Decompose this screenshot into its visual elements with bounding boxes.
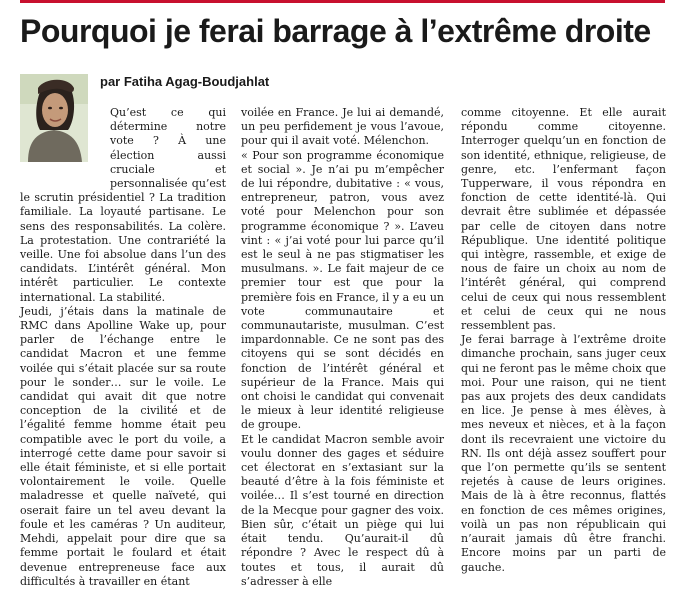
- paragraph: Et le candidat Macron semble avoir voulu donner des gages et séduire cet électorat en s’extasiant sur la beauté d’être à la fois féministe et voilée… Il s’est tourné en direction de la Mecque pour gagner des voix. Bien sûr, c’était un piège qui lui était tendu. Qu’aurait-il dû répondre ? Avec le respect dû à toutes et tous, il aurait dû s’adresser à elle: [241, 432, 444, 588]
- paragraph: Jeudi, j’étais dans la matinale de RMC dans Apolline Wake up, pour parler de l’échange entre le candidat Macron et une femme voilée qui s’était placée sur sa route pour le sonder… sur le voile. Le candidat qui avait dit que notre conception de la civilité et de l’égalité femme homme était peu compatible avec le port du voile, a interrogé cette dame pour savoir si elle était féministe, et si elle portait volontairement le voile. Quelle maladresse et quelle naïveté, qui oserait faire un tel aveu devant la foule et les caméras ? Un auditeur, Mehdi, appelait pour dire que sa femme portait le foulard et était devenue entrepreneuse face aux difficultés à travailler en étant: [20, 304, 226, 588]
- top-rule: [20, 0, 665, 3]
- photo-wrap-space: [20, 106, 110, 178]
- column-1: [20, 106, 226, 589]
- paragraph: Je ferai barrage à l’extrême droite dimanche prochain, sans juger ceux qui ne feront pas le même choix que moi. Pour une raison, qui ne tient pas aux projets des deux candidats en lice. Je pense à mes élèves, à mes neveux et nièces, et à la façon dont ils recevraient une victoire du RN. Ils ont déjà assez souffert pour que l’on permette qu’ils se sentent rejetés à cause de leurs origines. Mais de là à être reconnus, flattés en fonction de ces mêmes origines, voilà un pas non républicain qui n’aurait jamais dû être franchi. Encore moins par un parti de gauche.: [461, 333, 666, 574]
- paragraph: « Pour son programme économique et social ». Je n’ai pu m’empêcher de lui répondre, dubitative : « vous, entrepreneur, patron, vous avez voté pour Melenchon pour son programme économique ? ». L’aveu vint : « j’ai voté pour lui parce qu’il est le seul à ne pas stigmatiser les musulmans. ». Le fait majeur de ce premier tour est que pour la première fois en France, il y a eu un vote communautaire et communautariste, musulman. C’est impardonnable. Ce ne sont pas des citoyens qui se sont décidés en fonction de l’intérêt général et supérieur de la France. Mais qui ont choisi le candidat qui convenait le mieux à leur identité religieuse de groupe.: [241, 148, 444, 432]
- headline: Pourquoi je ferai barrage à l’extrême droite: [20, 13, 651, 49]
- paragraph: comme citoyenne. Et elle aurait répondu comme citoyenne. Interroger quelqu’un en fonction de son identité, ethnique, religieuse, de genre, etc. l’enfermant façon Tupperware, il vous répondra en fonction de cette identité-là. Qui devrait être sublimée et dépassée par celle de citoyen dans notre République. Une identité politique qui intègre, rassemble, et exige de nous de faire un choix au nom de l’intérêt général, qui comprend celui de ceux qui nous ressemblent et celui de ceux qui ne nous ressemblent pas.: [461, 106, 666, 333]
- column-3: [461, 106, 666, 575]
- column-2: [241, 106, 444, 589]
- paragraph: Qu’est ce qui détermine notre vote ? À une élection aussi cruciale et personnalisée qu’est le scrutin présidentiel ? La tradition familiale. La loyauté partisane. Le sens des responsabilités. La colère. La protestation. Une contrariété la veille. Une foi absolue dans l’un des candidats. L’intérêt général. Mon intérêt particulier. Le contexte international. La stabilité.: [20, 106, 226, 304]
- byline: par Fatiha Agag-Boudjahlat: [100, 74, 270, 89]
- paragraph: voilée en France. Je lui ai demandé, un peu perfidement je vous l’avoue, pour qui il avait voté. Mélenchon.: [241, 106, 444, 148]
